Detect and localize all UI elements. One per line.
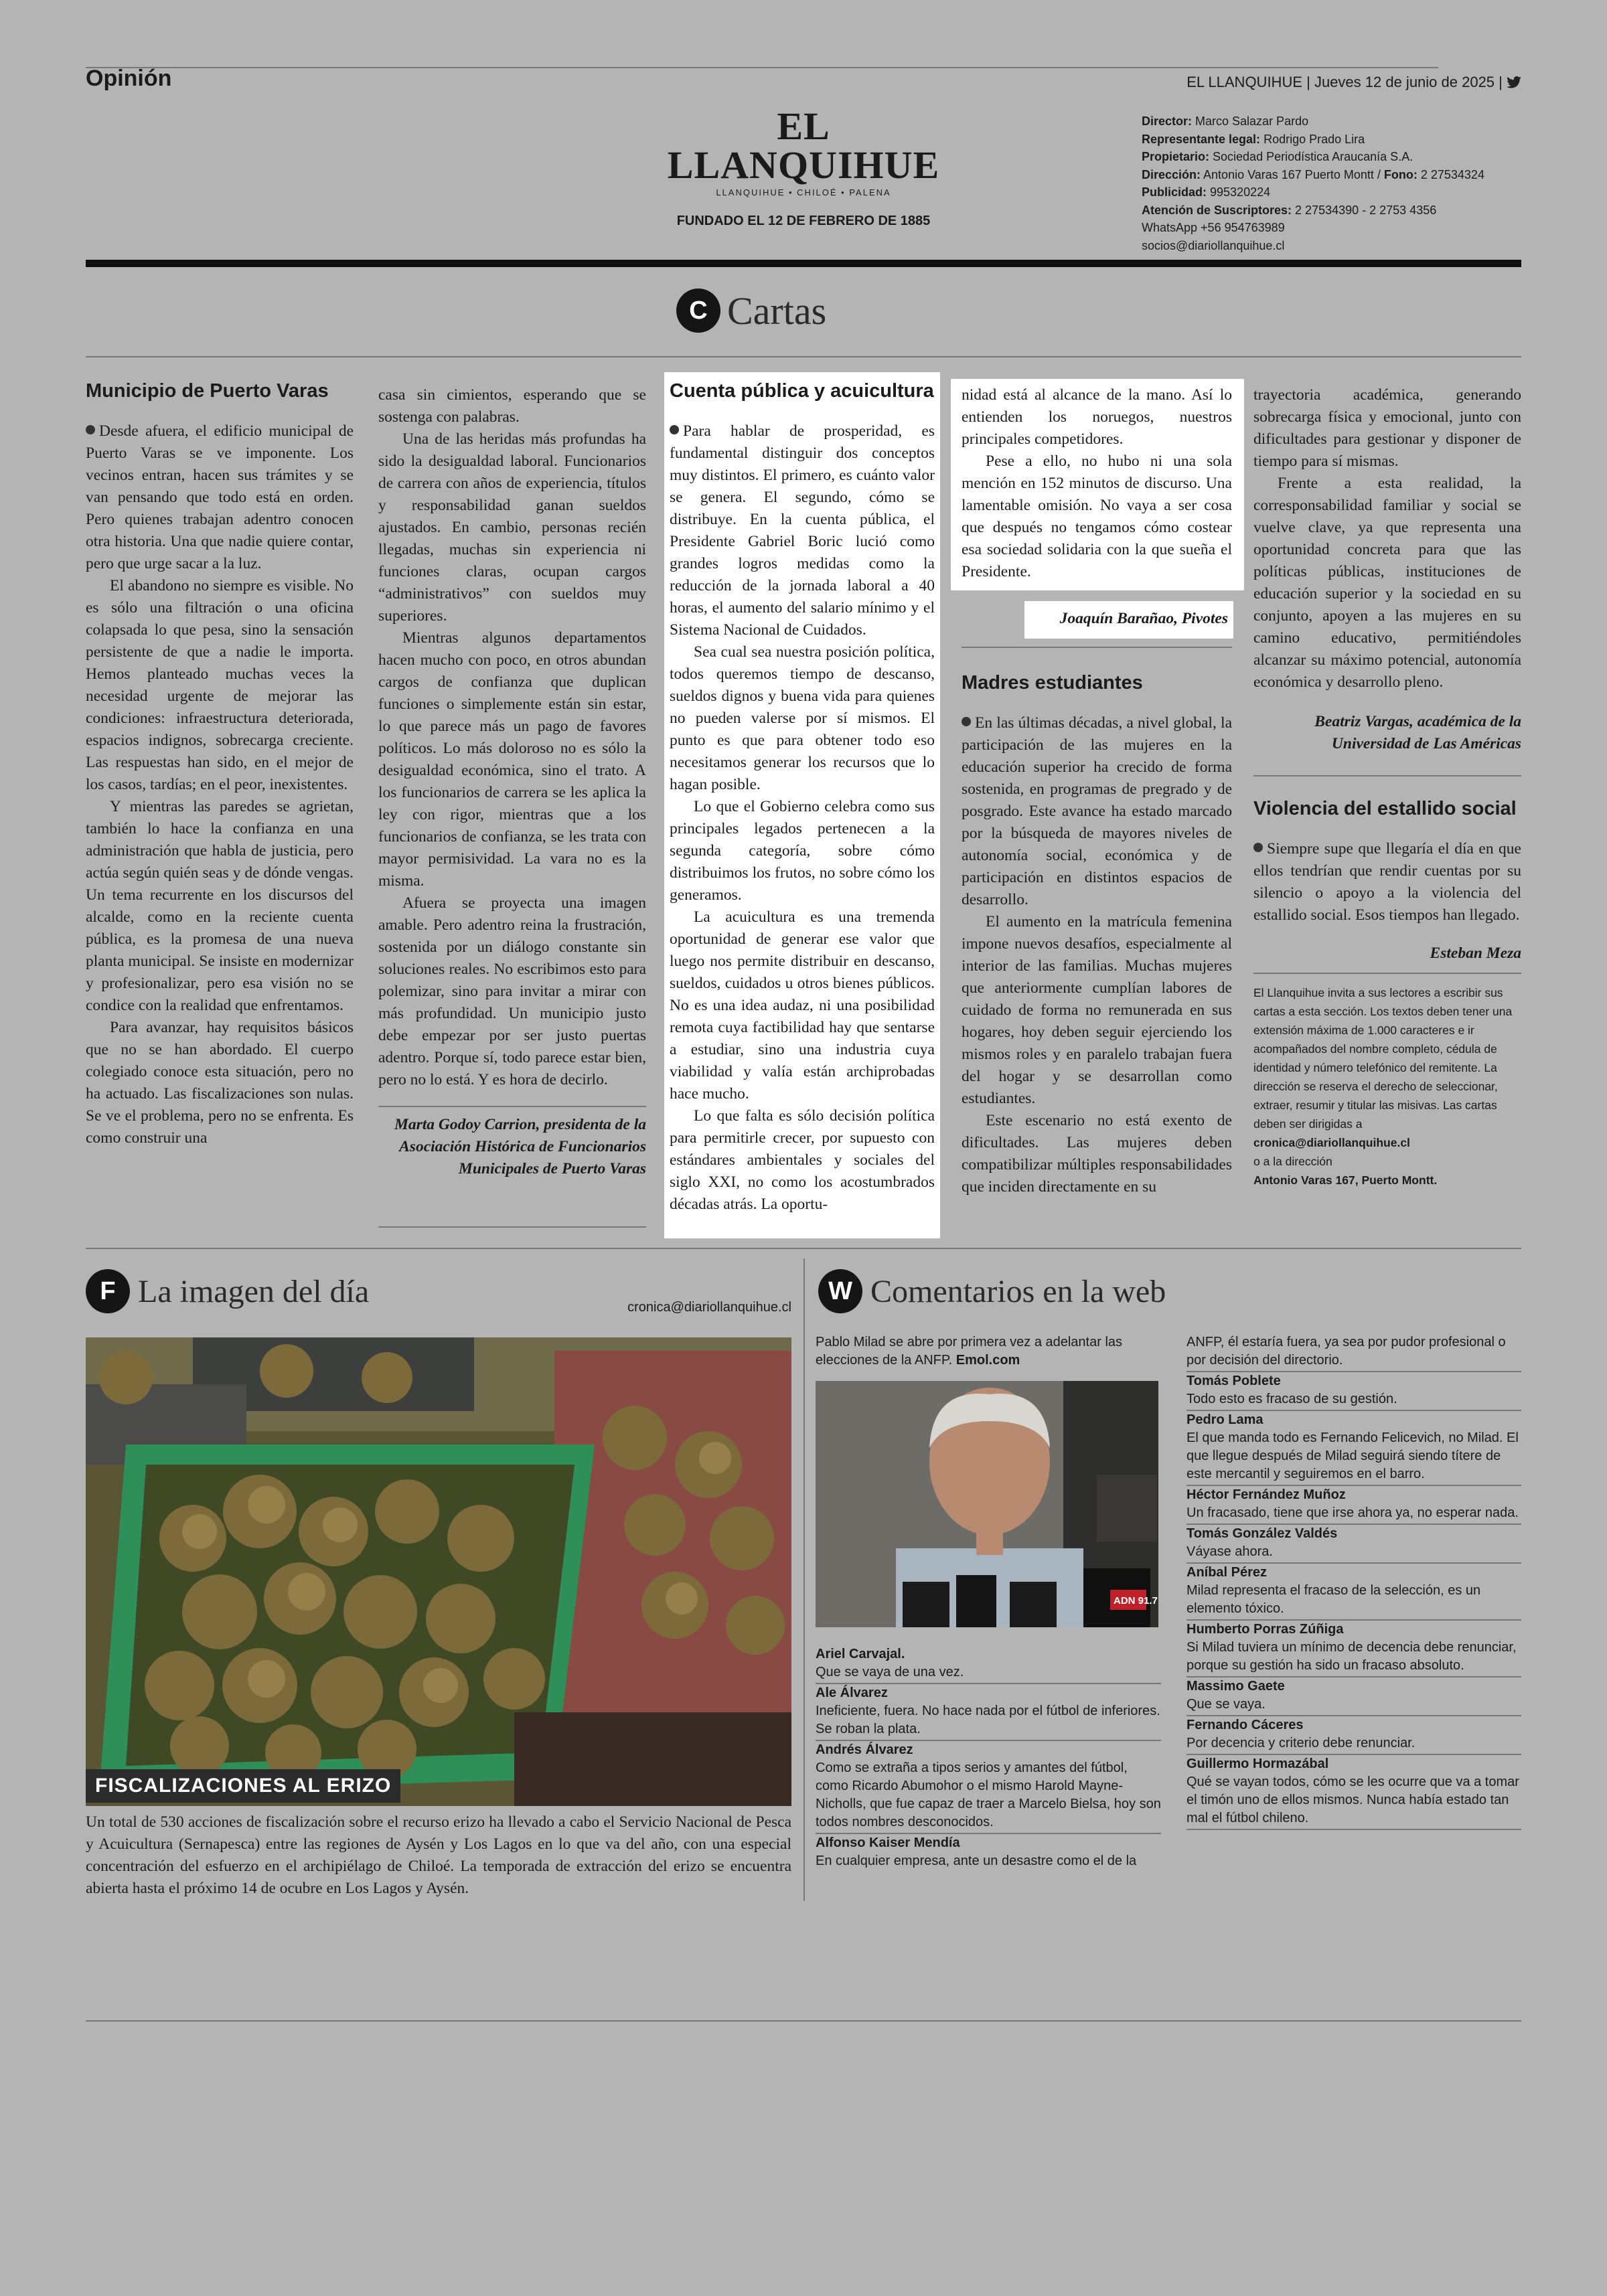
comment [1187, 1525, 1521, 1564]
staff-value: Antonio Varas 167 Puerto Montt / [1201, 167, 1384, 181]
photo-tag: FISCALIZACIONES AL ERIZO [86, 1769, 400, 1803]
staff-value: WhatsApp +56 954763989 [1142, 221, 1285, 234]
comment [1187, 1755, 1521, 1830]
letter2-signature: Joaquín Barañao, Pivotes [1059, 610, 1228, 627]
letter1-col2 [378, 384, 646, 1180]
letter1-paragraph: Afuera se proyecta una imagen amable. Pero adentro reina la frustración, sostenida por un diálogo constante sin soluciones reales. No escribimos esto para polemizar, sino para invitar a mirar con más profundidad. Un municipio justo debe empezar por ser justo puertas adentro. Porque sí, todo parece estar bien, pero no lo está. Y es hora de decirlo. [378, 894, 646, 1088]
comment [1187, 1486, 1521, 1525]
imagen-email[interactable]: cronica@diariollanquihue.cl [627, 1300, 791, 1315]
comment-text: Que se vaya de una vez. [816, 1665, 964, 1679]
letter1-paragraph: Y mientras las paredes se agrietan, también lo hace la confianza en una administración que habla de justicia, pero actúa según quién seas y de dónde vengas. Un tema recurrente en los discursos del alcalde, como en la reciente cuenta pública, es la promesa de una nueva planta municipal. Se insiste en modernizar y profesionalizar, pero esa visión no se condice con la realidad que enfrentamos. [86, 798, 354, 1014]
letter1-signature: Marta Godoy Carrion, presidenta de la Asociación Histórica de Funcionarios Municipales de Puerto Varas [394, 1116, 646, 1177]
bullet-icon [1253, 843, 1263, 852]
letter2-col2 [962, 384, 1232, 583]
staff-label: Dirección: [1142, 167, 1201, 181]
letter3-title: Madres estudiantes [962, 672, 1143, 693]
staff-box [1142, 112, 1484, 254]
paragraph-text: Siempre supe que llegaría el día en que ellos tendrían que rendir cuentas por su silencio o apoyo a la violencia del estallido social. Esos tiempos han llegado. [1253, 840, 1521, 924]
letter2-bottom-rule [962, 647, 1232, 648]
letter2-paragraph: Pese a ello, no hubo ni una sola mención en 152 minutos de discurso. Una lamentable omisión. No vaya a ser cosa que después no tengamos cómo costear esa sociedad solidaria con la que sueña el Presidente. [962, 453, 1232, 580]
staff-value: Rodrigo Prado Lira [1260, 132, 1365, 146]
comment-text: Como se extraña a tipos serios y amantes del fútbol, como Ricardo Abumohor o el mismo Harold Mayne-Nicholls, que fue capaz de traer a Marcelo Bielsa, hoy son todos nombres desconocidos. [816, 1760, 1161, 1829]
staff-value: socios@diariollanquihue.cl [1142, 238, 1285, 252]
signature-rule [378, 1106, 646, 1107]
letter1-bottom-rule [378, 1226, 646, 1228]
staff-value: 2 27534390 - 2 2753 4356 [1292, 203, 1437, 217]
staff-line [1142, 237, 1484, 255]
bullet-icon [670, 425, 679, 434]
note-address: Antonio Varas 167, Puerto Montt. [1253, 1173, 1438, 1187]
header-bar [86, 260, 1521, 267]
comment-text: Milad representa el fracaso de la selección, es un elemento tóxico. [1187, 1583, 1481, 1616]
footer-rule [86, 2020, 1521, 2022]
comment-text: Váyase ahora. [1187, 1544, 1273, 1559]
paragraph-text: Para hablar de prosperidad, es fundamental distinguir dos conceptos muy distintos. El primero, es cuánto valor se genera. El segundo, cómo se distribuye. En la cuenta pública, el Presidente Gabriel Boric lució como grandes logros medidas como la reducción de la jornada laboral a 40 horas, el aumento del salario mínimo y el Sistema Nacional de Cuidados. [670, 422, 935, 639]
letter3-paragraph: Este escenario no está exento de dificultades. Las mujeres deben compatibilizar múltiples responsabilidades que inciden directamente en su [962, 1112, 1232, 1196]
staff-label: Atención de Suscriptores: [1142, 203, 1292, 217]
letter3-signature: Beatriz Vargas, académica de la Universidad de Las Américas [1314, 713, 1521, 752]
top-rule [86, 67, 1438, 68]
comment-text: Ineficiente, fuera. No hace nada por el fútbol de inferiores. Se roban la plata. [816, 1704, 1160, 1736]
comment-author: Héctor Fernández Muñoz [1187, 1487, 1346, 1502]
staff-line [1142, 112, 1484, 131]
staff-line [1142, 183, 1484, 201]
letter2-paragraph: nidad está al alcance de la mano. Así lo entienden los noruegos, nuestros principales competidores. [962, 386, 1232, 448]
comment-text: Un fracasado, tiene que irse ahora ya, no esperar nada. [1187, 1505, 1519, 1520]
vertical-divider [804, 1258, 805, 1901]
twitter-icon [1507, 76, 1521, 88]
photo-caption: Un total de 530 acciones de fiscalización sobre el recurso erizo ha llevado a cabo el Servicio Nacional de Pesca y Acuicultura (Sernapesca) entre las regiones de Aysén y Los Lagos en lo que va del año, con una especial concentración del esfuerzo en el archipiélago de Chiloé. La temporada de extracción del erizo se encuentra abierta hasta el próximo 14 de ocubre en Los Lagos y Aysén. [86, 1813, 791, 1897]
section-label: Opinión [86, 66, 172, 91]
staff-value: 2 27534324 [1417, 167, 1484, 181]
web-title: Comentarios en la web [870, 1273, 1166, 1309]
comment-author: Alfonso Kaiser Mendía [816, 1835, 960, 1850]
bullet-icon [86, 425, 95, 434]
letter1-paragraph: Mientras algunos departamentos hacen mucho con poco, en otros abundan cargos de confianza que duplican funciones o simplemente están sin estar, lo que parece más un pago de favores políticos. Lo más doloroso no es sólo la desigualdad económica, sino el trato. A los funcionarios de carrera se les aplica la ley con rigor, mientras que a los funcionarios de confianza, se les trata con mayor permisividad. La vara no es la misma. [378, 629, 646, 890]
comment-text: Por decencia y criterio debe renunciar. [1187, 1736, 1415, 1750]
letter1-col1 [86, 379, 354, 1149]
letter4-title: Violencia del estallido social [1253, 798, 1517, 819]
comment-author: Humberto Porras Zúñiga [1187, 1622, 1344, 1637]
comment [1187, 1372, 1521, 1411]
staff-label: Fono: [1383, 167, 1418, 181]
comment-author: Guillermo Hormazábal [1187, 1756, 1329, 1771]
mic-label: ADN 91.7 [1114, 1595, 1158, 1607]
staff-line [1142, 201, 1484, 220]
letter2-paragraph: La acuicultura es una tremenda oportunidad de generar ese valor que luego nos permite distribuir en descanso, sueldos, cuidados u otros bienes públicos. No es una idea audaz, ni una posibilidad remota cuya factibilidad hay que sentarse a estudiar, sino una industria cuya viabilidad y valía están archiprobadas hace mucho. [670, 908, 935, 1102]
web-badge: W [818, 1269, 862, 1313]
letter2-paragraph: Lo que falta es sólo decisión política para permitirle crecer, por supuesto con estándares ambientales y sociales del siglo XXI, no como los acostumbrados décadas atrás. La oportu- [670, 1107, 935, 1213]
comment [1187, 1564, 1521, 1621]
staff-value: Sociedad Periodística Araucanía S.A. [1209, 150, 1413, 163]
comment-author: Tomás Poblete [1187, 1374, 1281, 1388]
letter1-title: Municipio de Puerto Varas [86, 380, 329, 402]
comment-author: Pedro Lama [1187, 1412, 1264, 1427]
comment [816, 1645, 1161, 1684]
letter3-paragraph [962, 712, 1232, 911]
comment-text: Todo esto es fracaso de su gestión. [1187, 1392, 1397, 1406]
paragraph-text: En las últimas décadas, a nivel global, la participación de las mujeres en la educación superior ha crecido de forma sostenida, en programas de pregrado y de posgrado. Este avance ha estado marcado por la búsqueda de mayores niveles de autonomía social, económica y de participación en distintos espacios de desarrollo. [962, 714, 1232, 908]
paragraph-text: Desde afuera, el edificio municipal de Puerto Varas se ve imponente. Los vecinos entran, hacen sus trámites y se van pensando que todo está en orden. Pero quienes trabajan adentro conocen otra historia. Una que nadie quiere contar, pero que urge sacar a la luz. [86, 422, 354, 572]
letter1-paragraph: Una de las heridas más profundas ha sido la desigualdad laboral. Funcionarios de carrera con años de experiencia, títulos y responsabilidad ganan sueldos ajustados. En cambio, personas recién llegadas, muchas sin experiencia ni funciones claras, ocupan cargos “administrativos” con sueldos muy superiores. [378, 430, 646, 625]
comment [1187, 1411, 1521, 1486]
comment-author: Fernando Cáceres [1187, 1718, 1304, 1732]
staff-line [1142, 166, 1484, 184]
comment [1187, 1677, 1521, 1716]
cartas-rule [86, 356, 1521, 357]
cartas-header [676, 286, 826, 335]
comment-text: Qué se vayan todos, cómo se les ocurre que va a tomar el timón uno de ellos mismos. Nunca había estado tan mal el fútbol chileno. [1187, 1775, 1519, 1825]
staff-line [1142, 148, 1484, 166]
staff-line [1142, 131, 1484, 149]
letter3-paragraph: El aumento en la matrícula femenina impone nuevos desafíos, especialmente al interior de las familias. Muchas mujeres que anteriormente cumplían labores de cuidado de forma no remunerada en sus hogares, hoy deben seguir ejerciendo los mismos roles y en paralelo trabajan fuera del hogar y se desarrollan como estudiantes. [962, 913, 1232, 1107]
letter2-paragraph: Sea cual sea nuestra posición política, todos queremos tiempo de descanso, sueldos dignos y buena vida para quienes no pueden valerse por sí mismos. El punto es que para obtener todo eso necesitamos generar los recursos que lo hagan posible. [670, 643, 935, 793]
intro-text: Pablo Milad se abre por primera vez a adelantar las elecciones de la ANFP. [816, 1335, 1123, 1368]
letter2-col1 [670, 379, 935, 1216]
letter1-paragraph: El abandono no siempre es visible. No es sólo una filtración o una oficina colapsada lo que pesa, sino la sensación persistente de que a nadie le importa. Hemos planteado muchas veces la necesidad urgente de mejorar las condiciones: infraestructura deteriorada, espacios indignos, sobrecarga creciente. Las respuestas han sido, en el mejor de los casos, tardías; en el peor, inexistentes. [86, 577, 354, 793]
letter3-paragraph: trayectoria académica, generando sobrecarga física y emocional, junto con dificultades para gestionar y disponer de tiempo para sí mismas. [1253, 386, 1521, 470]
comment [816, 1684, 1161, 1741]
comment-text: En cualquier empresa, ante un desastre como el de la [816, 1854, 1137, 1868]
photo-illustration [86, 1337, 791, 1806]
letter4-paragraph [1253, 838, 1521, 926]
masthead-name: EL LLANQUIHUE [667, 104, 940, 187]
comment-author: Ariel Carvajal. [816, 1647, 905, 1661]
comment-author: Ale Álvarez [816, 1686, 888, 1700]
letter1-paragraph: Para avanzar, hay requisitos básicos que no se han abordado. El cuerpo colegiado conoce esta situación, pero no ha actuado. Las fiscalizaciones son nulas. Se ve el problema, pero no se enfrenta. Es como construir una [86, 1019, 354, 1147]
cartas-bottom-rule [86, 1248, 1521, 1249]
comment [1187, 1716, 1521, 1755]
comment-author: Aníbal Pérez [1187, 1565, 1268, 1580]
imagen-title: La imagen del día [138, 1273, 370, 1309]
staff-label: Director: [1142, 114, 1193, 128]
sea-urchin-photo [86, 1337, 791, 1806]
separator-rule [1253, 775, 1521, 776]
comment-author: Tomás González Valdés [1187, 1526, 1338, 1541]
web-comments-col2 [1187, 1333, 1521, 1830]
letter1-paragraph [86, 420, 354, 575]
letter2-title: Cuenta pública y acuicultura [670, 380, 934, 402]
milad-photo [816, 1381, 1158, 1627]
bullet-icon [962, 717, 971, 726]
cartas-badge: C [676, 289, 720, 333]
founded-line: FUNDADO EL 12 DE FEBRERO DE 1885 [676, 214, 931, 228]
letter4-signature: Esteban Meza [1430, 945, 1521, 962]
masthead [656, 104, 951, 229]
letters-note [1253, 983, 1521, 1190]
letter3-paragraph: Frente a esta realidad, la corresponsabilidad familiar y social se vuelve clave, ya que representa una oportunidad concreta para que las políticas públicas, instituciones de educación superior y la sociedad en su conjunto, apoyen a las mujeres en su camino educativo, permitiéndoles alcanzar su máximo potencial, autonomía económica y desarrollo pleno. [1253, 475, 1521, 691]
letter1-paragraph: casa sin cimientos, esperando que se sostenga con palabras. [378, 386, 646, 426]
photo-illustration [816, 1381, 1158, 1627]
letter2-paragraph: Lo que el Gobierno celebra como sus principales legados pertenecen a la segunda categoría, sobre cómo distribuimos los frutos, no sobre cómo los generamos. [670, 798, 935, 904]
staff-label: Propietario: [1142, 150, 1210, 163]
staff-label: Publicidad: [1142, 185, 1207, 199]
comment-author: Massimo Gaete [1187, 1679, 1285, 1694]
staff-label: Representante legal: [1142, 132, 1261, 146]
comment-author: Andrés Álvarez [816, 1742, 913, 1757]
imagen-badge: F [86, 1269, 130, 1313]
cartas-title: Cartas [727, 289, 827, 333]
dateline [1187, 74, 1521, 91]
imagen-header [86, 1269, 369, 1313]
staff-value: 995320224 [1207, 185, 1271, 199]
web-comments-col1 [816, 1645, 1161, 1872]
dateline-text: EL LLANQUIHUE | Jueves 12 de junio de 2025 | [1187, 74, 1503, 90]
comment [816, 1834, 1161, 1872]
web-intro [816, 1333, 1161, 1370]
separator-rule [1253, 973, 1521, 974]
web-header [818, 1269, 1166, 1313]
letter3-col2 [1253, 384, 1521, 1190]
note-or: o a la dirección [1253, 1155, 1332, 1168]
comment-text: Si Milad tuviera un mínimo de decencia debe renunciar, porque su gestión ha sido un fracaso absoluto. [1187, 1640, 1517, 1673]
letter2-paragraph [670, 420, 935, 641]
note-text: El Llanquihue invita a sus lectores a escribir sus cartas a esta sección. Los textos deben tener una extensión máxima de 1.000 caracteres e ir acompañados del nombre completo, cédula de identidad y número telefónico del remitente. La dirección se reserva el derecho de seleccionar, extraer, resumir y titular las misivas. Las cartas deben ser dirigidas a [1253, 986, 1513, 1131]
comment [1187, 1621, 1521, 1677]
comment [816, 1741, 1161, 1834]
staff-value: Marco Salazar Pardo [1192, 114, 1309, 128]
comment-text: El que manda todo es Fernando Felicevich, no Milad. El que llegue después de Milad seguirá siendo títere de este mercantil y seguiremos en el barro. [1187, 1430, 1519, 1481]
intro-source-link[interactable]: Emol.com [952, 1353, 1020, 1368]
letter2-signature-wrap [1024, 608, 1228, 630]
comment-text: Que se vaya. [1187, 1697, 1266, 1712]
note-email-link[interactable]: cronica@diariollanquihue.cl [1253, 1136, 1410, 1149]
staff-line [1142, 219, 1484, 237]
masthead-sub: LLANQUIHUE • CHILOÉ • PALENA [716, 187, 891, 197]
letter3-col1 [962, 671, 1232, 1198]
comment: ANFP, él estaría fuera, ya sea por pudor profesional o por decisión del directorio. [1187, 1333, 1521, 1372]
